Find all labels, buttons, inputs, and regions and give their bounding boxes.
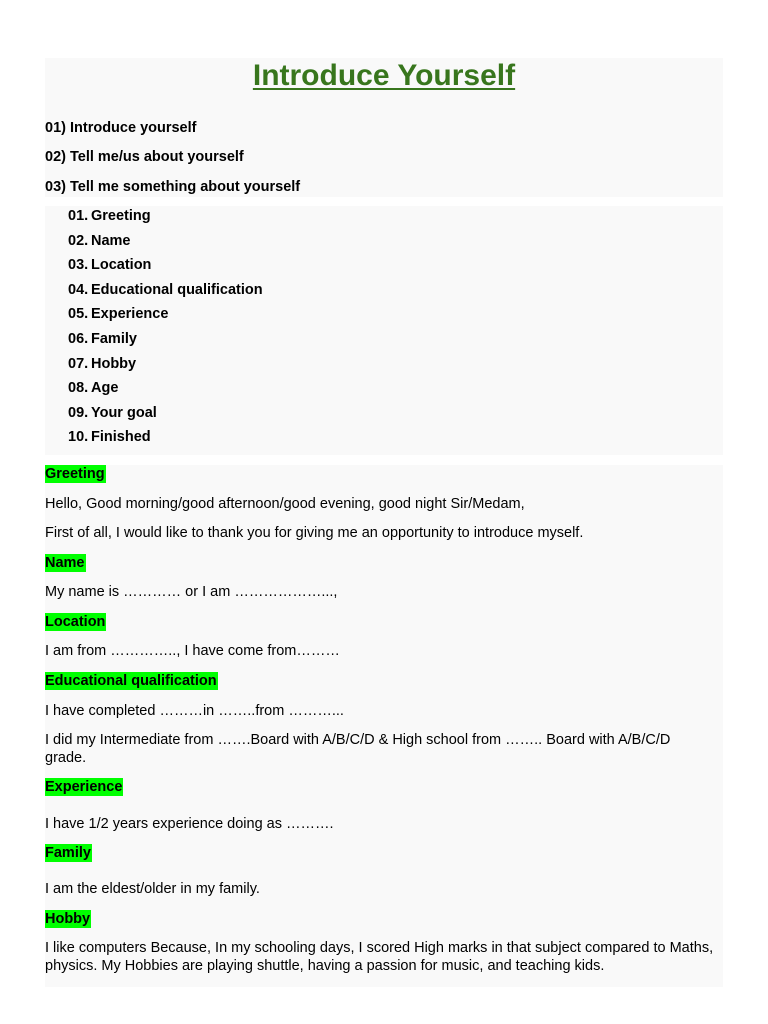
outline-item — [68, 280, 263, 305]
hobby-line-1: I like computers Because, In my schooling days, I scored High marks in that subject compared to Maths, physics. My Hobbies are playing shuttle, having a passion for music, and teaching kids. — [45, 940, 714, 974]
outline-label: Educational qualification — [91, 281, 263, 298]
section-heading-experience: Experience — [45, 779, 123, 795]
outline-number: 03. — [68, 257, 89, 274]
outline-item — [68, 206, 263, 231]
outline-label: Finished — [91, 429, 151, 446]
outline-item — [68, 329, 263, 354]
education-line-2: I did my Intermediate from …….Board with A/B/C/D & High school from …….. Board with A/B/C/D grade. — [45, 732, 671, 766]
section-heading-hobby: Hobby — [45, 911, 91, 927]
section-heading-family: Family — [45, 845, 91, 861]
location-line-1: I am from ………….., I have come from……… — [45, 643, 340, 659]
outline-label: Age — [91, 380, 119, 397]
section-heading-name: Name — [45, 555, 85, 571]
outline-item — [68, 231, 263, 256]
section-heading-location: Location — [45, 614, 106, 630]
outline-item — [68, 403, 263, 428]
outline-number: 10. — [68, 429, 89, 446]
education-line-1: I have completed ………in ……..from ………... — [45, 703, 344, 719]
section-heading-greeting: Greeting — [45, 466, 105, 482]
outline-number: 08. — [68, 380, 89, 397]
question-2: 02) Tell me/us about yourself — [45, 149, 244, 165]
outline-label: Location — [91, 257, 152, 274]
outline-number: 09. — [68, 404, 89, 421]
greeting-line-1: Hello, Good morning/good afternoon/good evening, good night Sir/Medam, — [45, 496, 525, 512]
sections-panel — [45, 465, 723, 987]
experience-line-1: I have 1/2 years experience doing as ………. — [45, 816, 334, 832]
greeting-line-2: First of all, I would like to thank you for giving me an opportunity to introduce myself. — [45, 525, 584, 541]
outline-number: 04. — [68, 281, 89, 298]
outline-label: Name — [91, 232, 131, 249]
outline-item — [68, 427, 263, 452]
outline-number: 07. — [68, 355, 89, 372]
family-line-1: I am the eldest/older in my family. — [45, 881, 260, 897]
question-1: 01) Introduce yourself — [45, 120, 197, 136]
outline-label: Hobby — [91, 355, 137, 372]
outline-label: Your goal — [91, 404, 157, 421]
outline-label: Family — [91, 330, 137, 347]
outline-number: 02. — [68, 232, 89, 249]
section-heading-education: Educational qualification — [45, 673, 217, 689]
outline-label: Experience — [91, 306, 169, 323]
outline-number: 01. — [68, 208, 89, 224]
question-3: 03) Tell me something about yourself — [45, 179, 301, 195]
outline-number: 06. — [68, 330, 89, 347]
outline-label: Greeting — [91, 208, 151, 224]
outline-list — [68, 206, 263, 452]
page-title: Introduce Yourself — [252, 59, 516, 92]
outline-number: 05. — [68, 306, 89, 323]
name-line-1: My name is ………… or I am ………………..., — [45, 584, 338, 600]
outline-item — [68, 354, 263, 379]
outline-item — [68, 378, 263, 403]
outline-item — [68, 255, 263, 280]
outline-item — [68, 304, 263, 329]
